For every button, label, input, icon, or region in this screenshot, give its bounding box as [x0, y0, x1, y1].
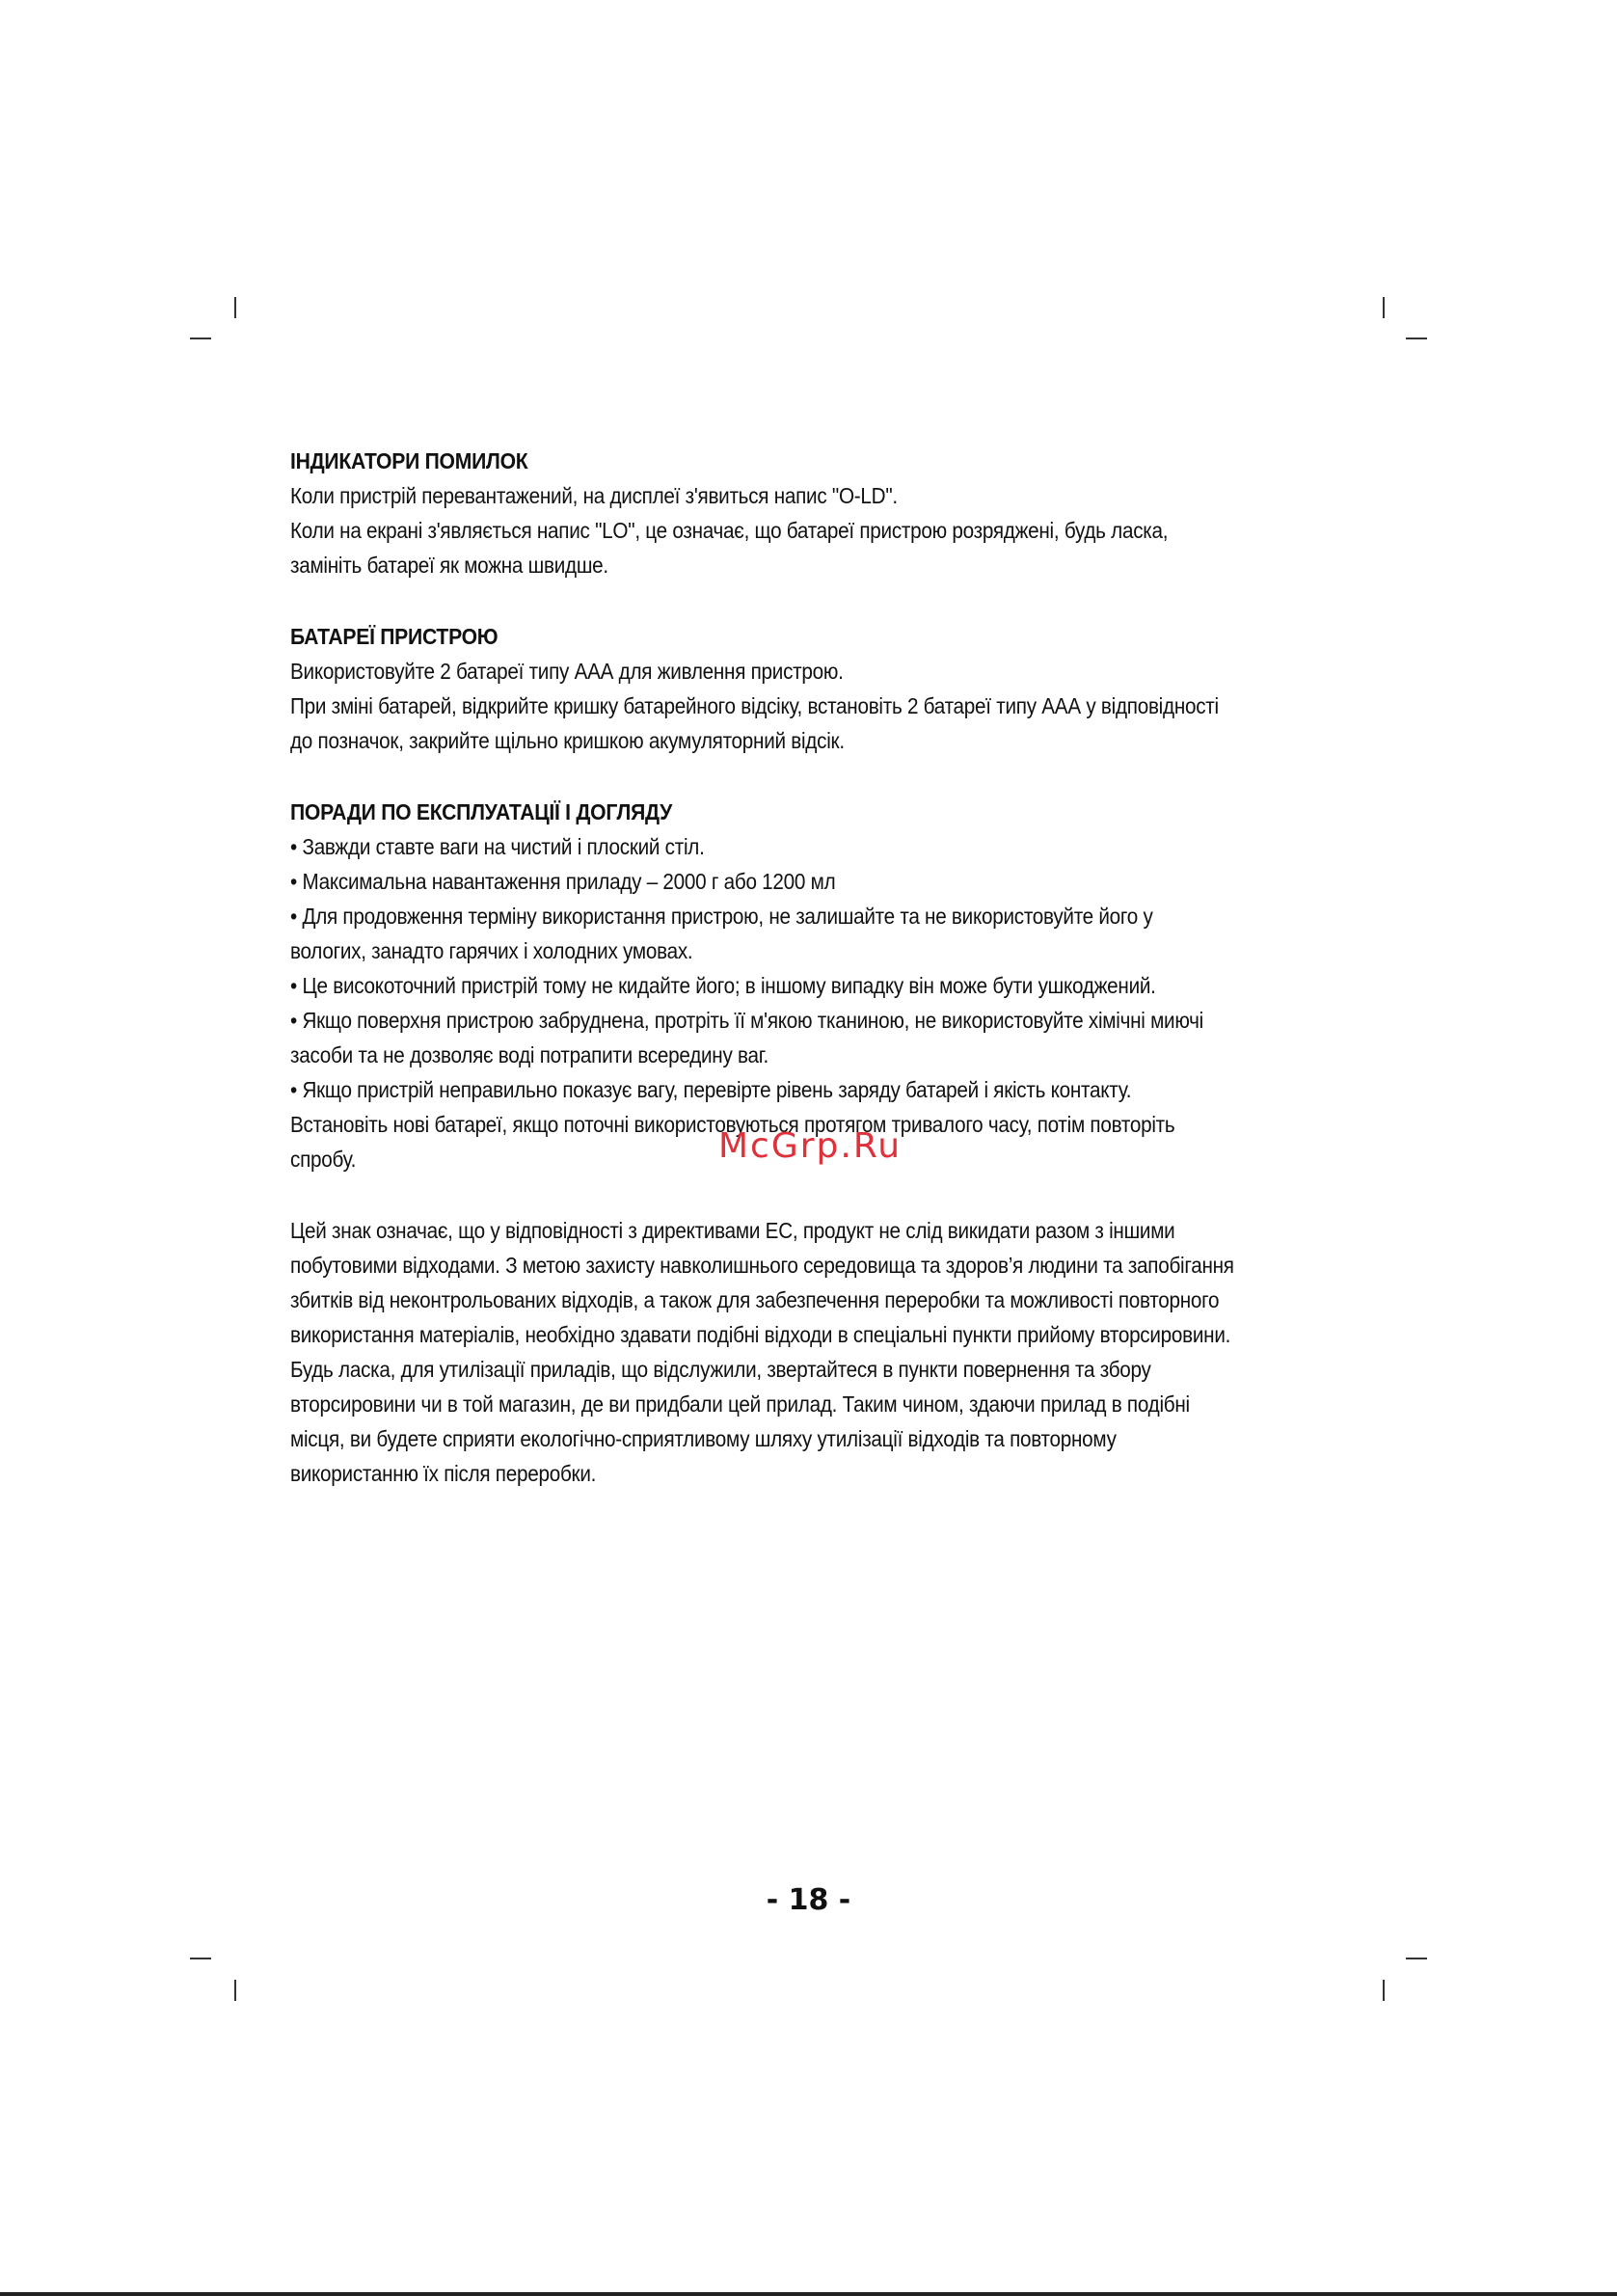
- paragraph-line: використання матеріалів, необхідно здавати подібні відходи в спеціальні пункти прийому вторсировини.: [290, 1322, 1231, 1347]
- crop-mark-bottom-right-v: [1383, 1980, 1385, 2001]
- list-item: • Для продовження терміну використання пристрою, не залишайте та не використовуйте його у: [290, 904, 1153, 929]
- list-item: засоби та не дозволяє воді потрапити всередину ваг.: [290, 1042, 768, 1067]
- section-error-indicators: [290, 444, 1336, 582]
- list-item: • Якщо поверхня пристрою забруднена, протріть її м'якою тканиною, не використовуйте хімічні миючі: [290, 1008, 1203, 1033]
- list-item: вологих, занадто гарячих і холодних умовах.: [290, 938, 693, 963]
- section-heading: ПОРАДИ ПО ЕКСПЛУАТАЦІЇ І ДОГЛЯДУ: [290, 799, 672, 824]
- paragraph-line: вторсировини чи в той магазин, де ви придбали цей прилад. Таким чином, здаючи прилад в подібні: [290, 1391, 1190, 1417]
- section-heading: ІНДИКАТОРИ ПОМИЛОК: [290, 448, 528, 473]
- bottom-rule: [0, 2292, 1617, 2296]
- paragraph-line: При зміні батарей, відкрийте кришку батарейного відсіку, встановіть 2 батареї типу ААА у відповідності: [290, 693, 1219, 718]
- crop-mark-bottom-right-h: [1406, 1958, 1427, 1959]
- section-disposal-notice: [290, 1213, 1336, 1491]
- list-item: • Якщо пристрій неправильно показує вагу, перевірте рівень заряду батарей і якість контакту.: [290, 1077, 1132, 1102]
- document-body: [290, 444, 1336, 1527]
- list-item: спробу.: [290, 1147, 357, 1172]
- paragraph-line: до позначок, закрийте щільно кришкою акумуляторний відсік.: [290, 728, 845, 753]
- section-heading: БАТАРЕЇ ПРИСТРОЮ: [290, 624, 499, 649]
- crop-mark-top-right-h: [1406, 338, 1427, 339]
- paragraph-line: Використовуйте 2 батареї типу ААА для живлення пристрою.: [290, 659, 844, 684]
- list-item: • Це високоточний пристрій тому не кидайте його; в іншому випадку він може бути ушкоджений.: [290, 973, 1156, 998]
- section-device-batteries: [290, 619, 1336, 758]
- paragraph-line: Коли на екрані з'являється напис "LO", це означає, що батареї пристрою розряджені, будь ласка,: [290, 518, 1169, 543]
- list-item: Встановіть нові батареї, якщо поточні використовуються протягом тривалого часу, потім повторіть: [290, 1112, 1175, 1137]
- watermark: McGrp.Ru: [718, 1126, 903, 1166]
- list-item: • Максимальна навантаження приладу – 2000 г або 1200 мл: [290, 869, 836, 894]
- section-care-tips: [290, 795, 1336, 1176]
- paragraph-line: використанню їх після переробки.: [290, 1461, 597, 1486]
- page-number: - 18 -: [766, 1883, 851, 1917]
- paragraph-line: Коли пристрій перевантажений, на дисплеї з'явиться напис "O-LD".: [290, 483, 898, 508]
- paragraph-line: замініть батареї як можна швидше.: [290, 553, 608, 578]
- paragraph-line: Будь ласка, для утилізації приладів, що відслужили, звертайтеся в пункти повернення та збору: [290, 1357, 1151, 1382]
- paragraph-line: збитків від неконтрольованих відходів, а також для забезпечення переробки та можливості повторного: [290, 1287, 1220, 1312]
- paragraph-line: Цей знак означає, що у відповідності з директивами ЕС, продукт не слід викидати разом з іншими: [290, 1218, 1175, 1243]
- crop-mark-bottom-left-v: [234, 1980, 236, 2001]
- crop-mark-top-right-v: [1383, 297, 1385, 318]
- crop-mark-top-left-h: [190, 338, 211, 339]
- crop-mark-bottom-left-h: [190, 1958, 211, 1959]
- paragraph-line: побутовими відходами. З метою захисту навколишнього середовища та здоров’я людини та запобігання: [290, 1253, 1234, 1278]
- crop-mark-top-left-v: [234, 297, 236, 318]
- list-item: • Завжди ставте ваги на чистий і плоский стіл.: [290, 834, 705, 859]
- paragraph-line: місця, ви будете сприяти екологічно-сприятливому шляху утилізації відходів та повторному: [290, 1426, 1117, 1451]
